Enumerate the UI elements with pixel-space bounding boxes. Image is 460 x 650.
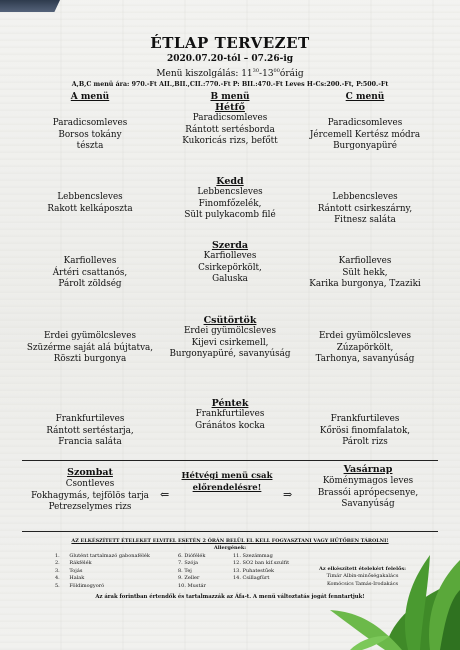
allergen-list-2 <box>178 553 206 590</box>
menu-c-dishes <box>295 192 435 227</box>
footer-note: Az árak forintban értendők és tartalmazzák az Áfa-t. A menü változtatás jogát fenntartjuk! <box>95 594 365 600</box>
dish-item: Lebbencsleves <box>197 187 263 197</box>
dish-item: Zúzapörkölt, <box>336 342 394 353</box>
preorder-line-2: előrendelésre! <box>192 483 262 493</box>
dish-item: Párolt rizs <box>342 437 388 447</box>
day-heading: Szerda <box>211 240 249 251</box>
arrow-right-icon: ⇒ <box>283 488 293 501</box>
dish-item: Ártéri csattanós, <box>52 267 128 278</box>
menu-a-dishes <box>20 256 160 291</box>
dish-item: Erdei gyümölcsleves <box>319 331 411 341</box>
allergen-item: 8. Tej <box>178 567 192 574</box>
allergen-item: 6. Diófélék <box>178 553 206 559</box>
dish-item: Paradicsomleves <box>52 118 128 128</box>
dish-item: Fokhagymás, tejfölös tarja <box>31 490 149 501</box>
allergen-title: Allergének: <box>213 545 247 551</box>
dish-item: Sült hekk, <box>342 267 388 278</box>
dish-item: Petrezselymes rizs <box>48 502 132 512</box>
menu-a-dishes <box>20 414 160 449</box>
dish-item: Kijevi csirkemell, <box>191 337 269 348</box>
dish-item: Karfiolleves <box>63 256 117 266</box>
allergen-list-3 <box>233 553 289 583</box>
menu-c-dishes <box>295 414 435 449</box>
date-range: 2020.07.20-tól – 07.26-ig <box>166 54 294 64</box>
dish-item: Lebbencsleves <box>57 192 123 202</box>
leaves-decoration <box>290 500 460 650</box>
dish-item: Sült pulykacomb filé <box>184 210 276 220</box>
menu-a-dishes <box>20 118 160 153</box>
menu-b-dishes <box>160 113 300 148</box>
dish-item: Finomfőzelék, <box>198 198 262 209</box>
allergen-item: 11. Szezámmag <box>233 553 273 559</box>
column-header-c: C menü <box>345 92 385 102</box>
dish-item: Karika burgonya, Tzaziki <box>309 279 421 289</box>
dish-item: Gránátos kocka <box>195 420 265 431</box>
dish-item: Rántott csirkeszárny, <box>317 203 413 214</box>
dish-item: Francia saláta <box>58 437 122 447</box>
dish-item: Lebbencsleves <box>332 192 398 202</box>
menu-b-dishes <box>160 326 300 361</box>
day-heading: Péntek <box>211 398 249 409</box>
dish-item: Rakott kelkáposzta <box>47 203 133 214</box>
saturday-heading: Szombat <box>67 467 113 478</box>
weekend-preorder-note <box>168 470 286 494</box>
dish-item: Kőrösi finomfalatok, <box>319 425 411 436</box>
price-line: A,B,C menü ára: 970.-Ft AII.,BII.,CII.:770.-Ft P: BII.:470.-Ft Leves H-Cs:200.-Ft, P:500.-Ft <box>71 81 389 88</box>
allergen-item: 14. Csillagfürt <box>233 575 270 582</box>
dish-item: Erdei gyümölcsleves <box>184 326 276 336</box>
menu-b-dishes <box>160 251 300 286</box>
dish-item: Röszti burgonya <box>53 354 127 364</box>
menu-c-dishes <box>295 118 435 153</box>
takeaway-warning: AZ ELKÉSZÍTETT ÉTELEKET ELVITEL ESETÉN 2 ÓRÁN BELÜL EL KELL FOGYASZTANI VAGY HŰTŐBEN TÁROLNI! <box>71 538 389 544</box>
allergen-item: 3. Tojás <box>55 567 83 574</box>
dish-item: Burgonyapüré <box>333 141 397 151</box>
menu-c-dishes <box>295 331 435 366</box>
day-heading: Csütörtök <box>203 315 257 326</box>
dish-item: Paradicsomleves <box>192 113 268 123</box>
responsible-label: Az elkészített ételekért felelős: <box>319 566 406 572</box>
serving-hours: Menü kiszolgálás: $11^{30}-13^{00}óráig$ <box>156 68 304 79</box>
dish-item: Karfiolleves <box>203 251 257 261</box>
allergen-item: 13. Puhatestűek <box>233 567 275 574</box>
dish-item: Köménymagos leves <box>322 476 414 486</box>
column-header-a: A menü <box>70 92 110 102</box>
arrow-left-icon: ⇐ <box>160 488 170 501</box>
preorder-line-1: Hétvégi menü csak <box>181 471 273 481</box>
dish-item: Jércemell Kertész módra <box>309 129 421 140</box>
divider-line <box>22 460 438 461</box>
dish-item: Karfiolleves <box>338 256 392 266</box>
dish-item: Burgonyapüré, savanyúság <box>169 349 291 359</box>
dish-item: tészta <box>76 141 104 151</box>
corner-decoration <box>0 0 60 12</box>
menu-b-dishes <box>160 187 300 222</box>
sunday-heading: Vasárnap <box>343 464 393 475</box>
allergen-item: 7. Szója <box>178 560 198 567</box>
dish-item: Paradicsomleves <box>327 118 403 128</box>
dish-item: Rántott sertésborda <box>185 124 275 135</box>
menu-c-dishes <box>295 256 435 291</box>
saturday-dishes <box>20 479 160 514</box>
page-title: ÉTLAP TERVEZET <box>150 34 310 52</box>
dish-item: Galuska <box>212 274 248 284</box>
dish-item: Frankfurtileves <box>330 414 400 424</box>
dish-item: Borsos tokány <box>58 129 122 140</box>
allergen-list-1 <box>55 553 150 590</box>
allergen-item: 4. Halak <box>55 575 85 582</box>
dish-item: Erdei gyümölcsleves <box>44 331 136 341</box>
responsible-name: Komócsics Tamás-Irodakács <box>326 580 399 587</box>
allergen-item: 12. SO2 ban kif.szulfit <box>233 560 290 567</box>
dish-item: Frankfurtileves <box>55 414 125 424</box>
dish-item: Frankfurtileves <box>195 409 265 419</box>
dish-item: Kukoricás rizs, befőtt <box>182 136 278 146</box>
allergen-item: 5. Földimogyoró <box>55 582 105 589</box>
allergen-item: 1. Glutént tartalmazó gabonafélék <box>55 553 150 559</box>
allergen-item: 9. Zeller <box>178 575 200 582</box>
allergen-item: 2. Rákfélék <box>55 560 92 567</box>
day-heading: Kedd <box>216 176 244 187</box>
dish-item: Rántott sertéstarja, <box>46 425 134 436</box>
dish-item: Csirkepörkölt, <box>198 262 262 273</box>
dish-item: Tarhonya, savanyúság <box>315 354 415 364</box>
dish-item: Fitnesz saláta <box>334 215 396 225</box>
dish-item: Párolt zöldség <box>58 279 122 289</box>
dish-item: Savanyúság <box>341 499 395 509</box>
day-heading: Hétfő <box>215 102 245 113</box>
responsible-name: Timár Albin-minőségakalács <box>326 573 399 580</box>
menu-a-dishes <box>20 192 160 215</box>
menu-b-dishes <box>160 409 300 432</box>
menu-a-dishes <box>20 331 160 366</box>
allergen-item: 10. Mustár <box>178 582 206 589</box>
column-header-b: B menü <box>210 92 250 102</box>
dish-item: Szüzérme saját alá bújtatva, <box>26 342 154 353</box>
dish-item: Csontleves <box>65 479 115 489</box>
dish-item: Brassói aprópecsenye, <box>317 487 419 498</box>
